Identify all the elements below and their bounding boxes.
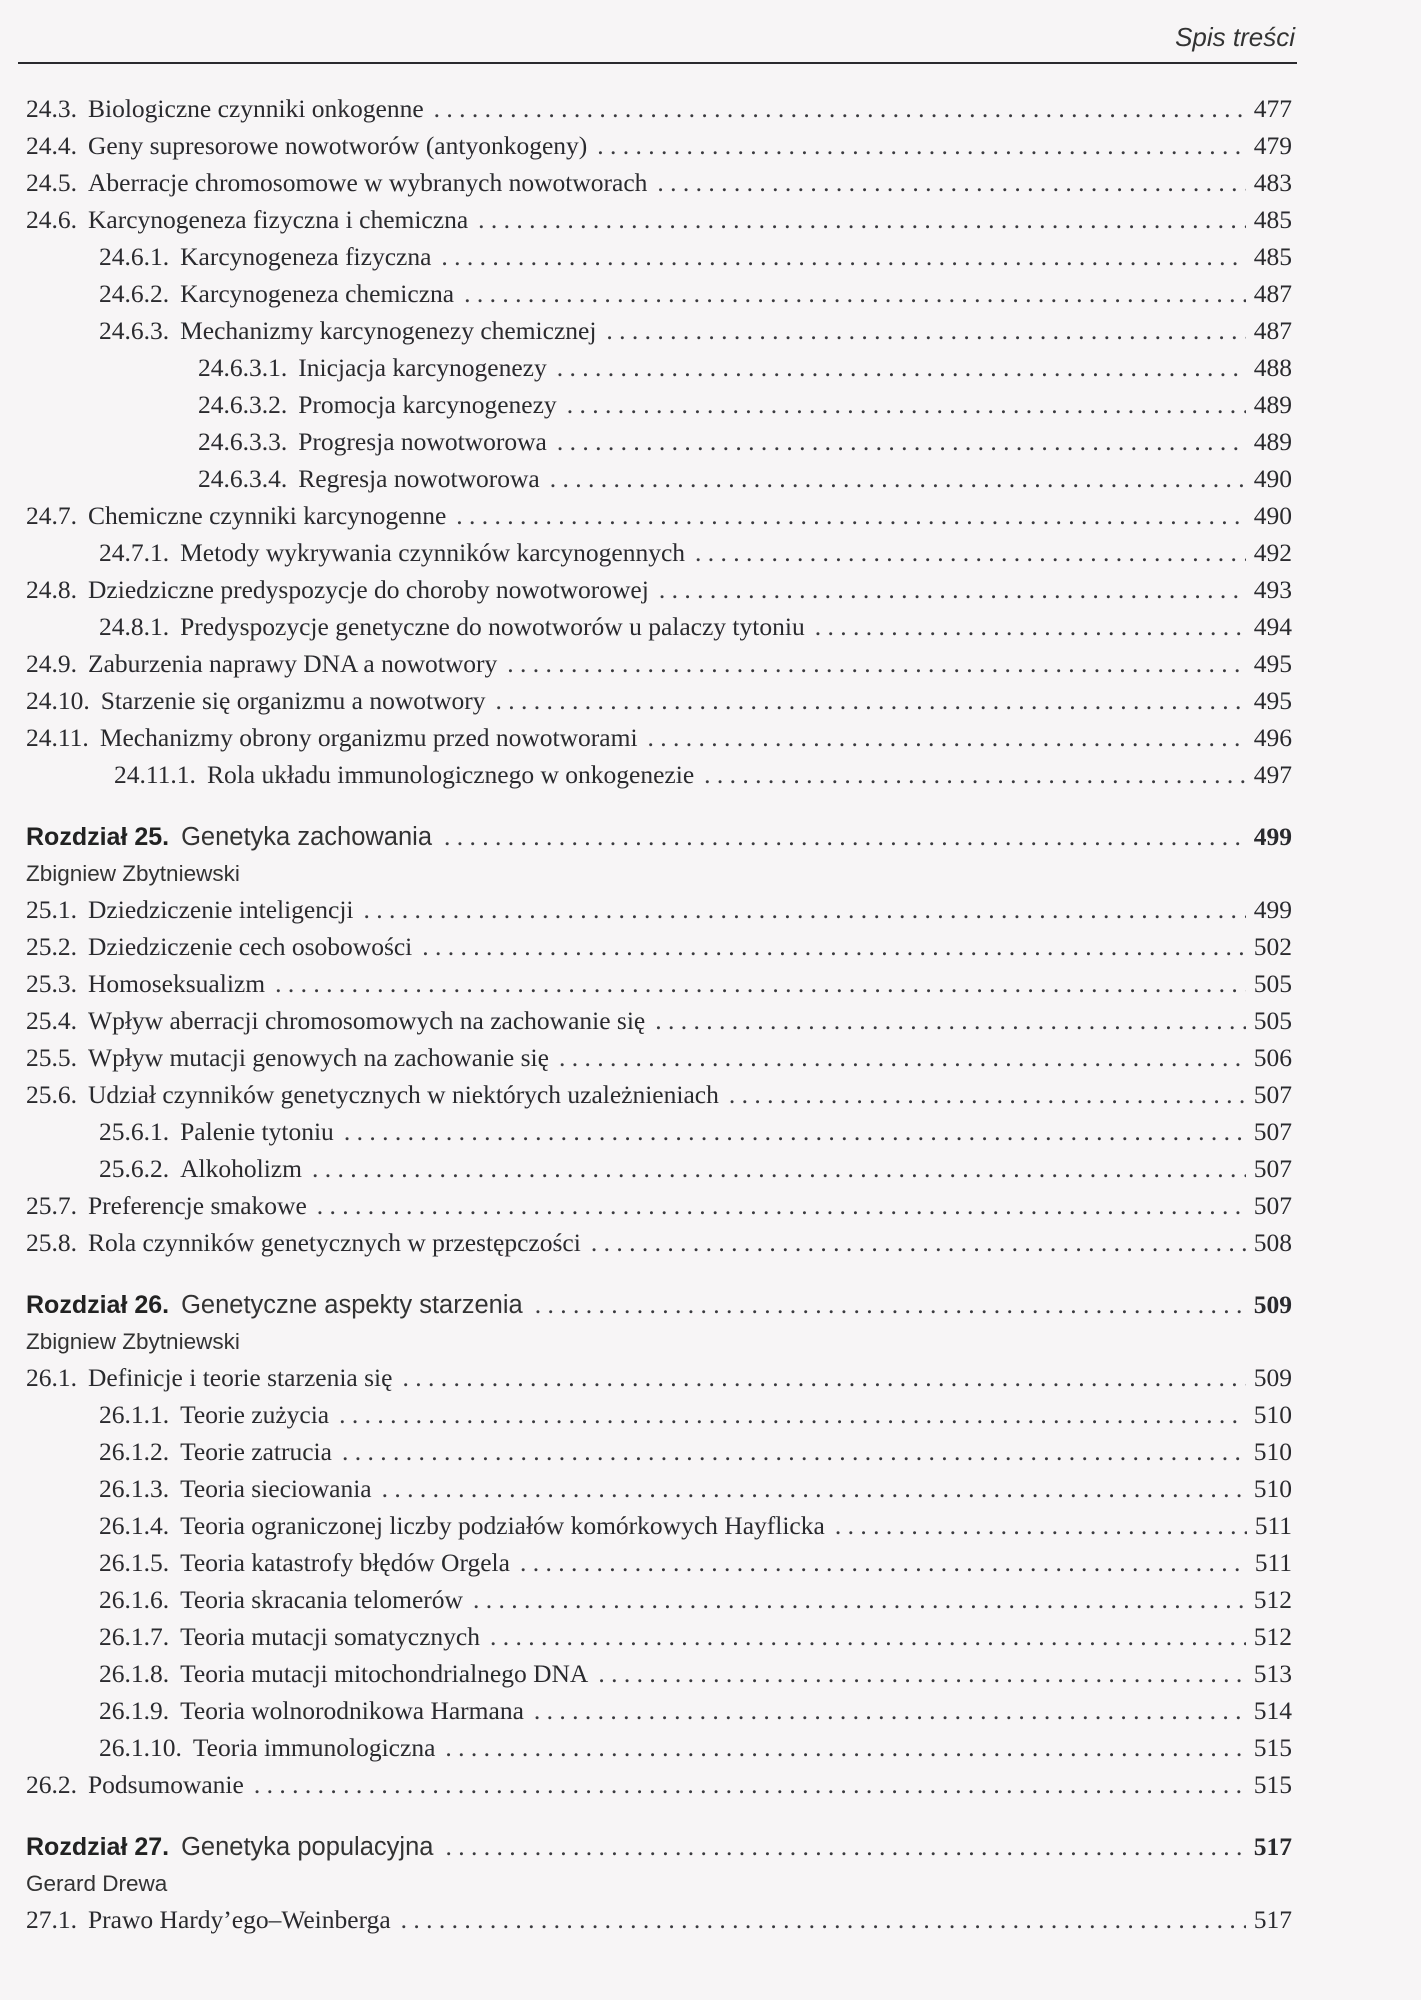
- entry-page-number: 507: [1253, 1191, 1292, 1220]
- dot-leader: [815, 608, 1246, 645]
- entry-title: Promocja karcynogenezy: [298, 390, 557, 419]
- toc-entry: [26, 349, 1292, 386]
- entry-page-number: 507: [1253, 1117, 1292, 1146]
- entry-number: 24.7.: [26, 501, 77, 530]
- entry-number: 24.6.1.: [99, 242, 170, 271]
- dot-leader: [659, 571, 1246, 608]
- chapter-author: Gerard Drewa: [26, 1871, 168, 1896]
- toc-entry: [26, 965, 1292, 1002]
- entry-page-number: 507: [1253, 1154, 1292, 1183]
- toc-entry: [26, 1113, 1292, 1150]
- dot-leader: [591, 1224, 1246, 1261]
- entry-page-number: 479: [1253, 131, 1292, 160]
- entry-title: Aberracje chromosomowe w wybranych nowotworach: [88, 168, 648, 197]
- toc-entry: [26, 238, 1292, 275]
- entry-page-number: 485: [1253, 242, 1292, 271]
- dot-leader: [312, 1150, 1246, 1187]
- entry-page-number: 515: [1253, 1733, 1292, 1762]
- entry-number: 24.6.3.: [99, 316, 170, 345]
- toc-entry: [26, 1581, 1292, 1618]
- toc-entry: [26, 386, 1292, 423]
- entry-page-number: 494: [1253, 612, 1292, 641]
- entry-number: 25.2.: [26, 932, 77, 961]
- entry-number: 24.6.2.: [99, 279, 170, 308]
- toc-entry: [26, 682, 1292, 719]
- toc-entry: [26, 1187, 1292, 1224]
- entry-number: 26.1.7.: [99, 1622, 170, 1651]
- toc-entry: [26, 608, 1292, 645]
- entry-number: 24.10.: [26, 686, 90, 715]
- dot-leader: [534, 1692, 1246, 1729]
- entry-number: 26.1.2.: [99, 1437, 170, 1466]
- dot-leader: [496, 682, 1246, 719]
- entry-page-number: 496: [1253, 723, 1292, 752]
- dot-leader: [597, 127, 1245, 164]
- toc-entry: [26, 1359, 1292, 1396]
- entry-title: Podsumowanie: [88, 1770, 244, 1799]
- toc-entry: [26, 1544, 1292, 1581]
- entry-number: 25.1.: [26, 895, 77, 924]
- toc-entry: [26, 1692, 1292, 1729]
- entry-page-number: 510: [1253, 1474, 1292, 1503]
- entry-title: Regresja nowotworowa: [298, 464, 540, 493]
- dot-leader: [382, 1470, 1246, 1507]
- toc-entry: [26, 423, 1292, 460]
- entry-page-number: 487: [1253, 279, 1292, 308]
- entry-number: 24.6.3.4.: [198, 464, 288, 493]
- entry-page-number: 510: [1253, 1400, 1292, 1429]
- entry-title: Teoria immunologiczna: [192, 1733, 436, 1762]
- dot-leader: [606, 312, 1245, 349]
- entry-number: 25.5.: [26, 1043, 77, 1072]
- entry-number: 24.6.: [26, 205, 77, 234]
- entry-title: Starzenie się organizmu a nowotwory: [100, 686, 486, 715]
- entry-number: 25.4.: [26, 1006, 77, 1035]
- toc-entry: [26, 1507, 1292, 1544]
- chapter-label: Rozdział 27.: [26, 1833, 170, 1861]
- dot-leader: [704, 756, 1246, 793]
- chapter-heading: [26, 1827, 1292, 1867]
- chapter-page-number: 517: [1253, 1832, 1292, 1861]
- dot-leader: [567, 386, 1246, 423]
- dot-leader: [445, 1729, 1245, 1766]
- toc-entry: [26, 127, 1292, 164]
- entry-title: Rola układu immunologicznego w onkogenezie: [206, 760, 695, 789]
- entry-page-number: 499: [1253, 895, 1292, 924]
- entry-number: 24.3.: [26, 94, 77, 123]
- toc-entry: [26, 645, 1292, 682]
- dot-leader: [559, 1039, 1246, 1076]
- entry-number: 26.1.5.: [99, 1548, 170, 1577]
- dot-leader: [535, 1285, 1246, 1325]
- entry-title: Palenie tytoniu: [180, 1117, 334, 1146]
- entry-number: 26.1.9.: [99, 1696, 170, 1725]
- entry-number: 25.7.: [26, 1191, 77, 1220]
- entry-page-number: 511: [1254, 1548, 1292, 1577]
- entry-number: 26.1.3.: [99, 1474, 170, 1503]
- entry-title: Predyspozycje genetyczne do nowotworów u palaczy tytoniu: [180, 612, 805, 641]
- dot-leader: [473, 1581, 1246, 1618]
- entry-number: 24.7.1.: [99, 538, 170, 567]
- entry-number: 24.6.3.2.: [198, 390, 288, 419]
- toc-entry: [26, 534, 1292, 571]
- dot-leader: [464, 275, 1246, 312]
- entry-title: Geny supresorowe nowotworów (antyonkogeny): [88, 131, 588, 160]
- toc-entry: [26, 1618, 1292, 1655]
- entry-title: Teoria skracania telomerów: [180, 1585, 463, 1614]
- entry-number: 24.6.3.3.: [198, 427, 288, 456]
- toc-entry: [26, 1655, 1292, 1692]
- entry-title: Alkoholizm: [180, 1154, 302, 1183]
- entry-number: 25.6.: [26, 1080, 77, 1109]
- table-of-contents: [26, 90, 1292, 1938]
- dot-leader: [434, 90, 1246, 127]
- entry-page-number: 507: [1253, 1080, 1292, 1109]
- toc-entry: [26, 164, 1292, 201]
- dot-leader: [648, 719, 1246, 756]
- toc-entry: [26, 1729, 1292, 1766]
- entry-title: Homoseksualizm: [88, 969, 266, 998]
- entry-title: Teorie zużycia: [180, 1400, 330, 1429]
- entry-page-number: 489: [1253, 427, 1292, 456]
- entry-number: 24.11.: [26, 723, 89, 752]
- header-rule: [18, 62, 1297, 64]
- dot-leader: [490, 1618, 1246, 1655]
- entry-title: Dziedziczne predyspozycje do choroby nowotworowej: [88, 575, 649, 604]
- toc-entry: [26, 571, 1292, 608]
- chapter-title: Genetyczne aspekty starzenia: [181, 1291, 523, 1319]
- dot-leader: [363, 891, 1245, 928]
- entry-title: Teoria ograniczonej liczby podziałów komórkowych Hayflicka: [180, 1511, 825, 1540]
- chapter-author: Zbigniew Zbytniewski: [26, 861, 240, 886]
- dot-leader: [478, 201, 1246, 238]
- toc-entry: [26, 1766, 1292, 1803]
- entry-title: Teoria mutacji somatycznych: [180, 1622, 480, 1651]
- entry-title: Teorie zatrucia: [180, 1437, 332, 1466]
- entry-title: Biologiczne czynniki onkogenne: [88, 94, 424, 123]
- entry-title: Karcynogeneza chemiczna: [180, 279, 455, 308]
- dot-leader: [456, 497, 1245, 534]
- entry-title: Inicjacja karcynogenezy: [298, 353, 547, 382]
- entry-page-number: 511: [1254, 1511, 1292, 1540]
- entry-title: Metody wykrywania czynników karcynogennych: [180, 538, 686, 567]
- entry-page-number: 512: [1253, 1585, 1292, 1614]
- entry-title: Wpływ aberracji chromosomowych na zachowanie się: [88, 1006, 646, 1035]
- running-header: Spis treści: [1175, 22, 1295, 52]
- dot-leader: [507, 645, 1245, 682]
- entry-title: Mechanizmy obrony organizmu przed nowotworami: [99, 723, 638, 752]
- dot-leader: [317, 1187, 1246, 1224]
- entry-title: Zaburzenia naprawy DNA a nowotwory: [88, 649, 498, 678]
- chapter-title: Genetyka populacyjna: [181, 1833, 434, 1861]
- entry-title: Karcynogeneza fizyczna: [180, 242, 432, 271]
- dot-leader: [520, 1544, 1247, 1581]
- dot-leader: [557, 423, 1246, 460]
- entry-page-number: 495: [1253, 649, 1292, 678]
- dot-leader: [695, 534, 1246, 571]
- dot-leader: [401, 1901, 1246, 1938]
- entry-title: Mechanizmy karcynogenezy chemicznej: [180, 316, 597, 345]
- entry-page-number: 487: [1253, 316, 1292, 345]
- chapter-label: Rozdział 26.: [26, 1291, 170, 1319]
- entry-page-number: 509: [1253, 1363, 1292, 1392]
- toc-entry: [26, 1901, 1292, 1938]
- dot-leader: [550, 460, 1246, 497]
- entry-page-number: 502: [1253, 932, 1292, 961]
- dot-leader: [275, 965, 1246, 1002]
- toc-entry: [26, 891, 1292, 928]
- toc-entry: [26, 1433, 1292, 1470]
- entry-title: Teoria mutacji mitochondrialnego DNA: [180, 1659, 589, 1688]
- toc-entry: [26, 928, 1292, 965]
- entry-page-number: 488: [1253, 353, 1292, 382]
- entry-title: Rola czynników genetycznych w przestępczości: [88, 1228, 581, 1257]
- entry-page-number: 497: [1253, 760, 1292, 789]
- entry-number: 26.1.4.: [99, 1511, 170, 1540]
- entry-number: 24.4.: [26, 131, 77, 160]
- entry-page-number: 493: [1253, 575, 1292, 604]
- dot-leader: [835, 1507, 1247, 1544]
- entry-title: Teoria sieciowania: [180, 1474, 372, 1503]
- chapter-page-number: 499: [1253, 822, 1292, 851]
- dot-leader: [344, 1113, 1246, 1150]
- entry-number: 24.11.1.: [114, 760, 196, 789]
- entry-page-number: 508: [1253, 1228, 1292, 1257]
- entry-page-number: 517: [1253, 1905, 1292, 1934]
- dot-leader: [557, 349, 1246, 386]
- entry-page-number: 506: [1253, 1043, 1292, 1072]
- toc-entry: [26, 201, 1292, 238]
- dot-leader: [254, 1766, 1246, 1803]
- chapter-label: Rozdział 25.: [26, 823, 170, 851]
- entry-page-number: 485: [1253, 205, 1292, 234]
- dot-leader: [655, 1002, 1246, 1039]
- entry-number: 26.1.1.: [99, 1400, 170, 1429]
- dot-leader: [422, 928, 1245, 965]
- toc-entry: [26, 497, 1292, 534]
- toc-entry: [26, 312, 1292, 349]
- entry-number: 25.8.: [26, 1228, 77, 1257]
- entry-number: 24.5.: [26, 168, 77, 197]
- toc-entry: [26, 1396, 1292, 1433]
- entry-number: 26.1.: [26, 1363, 77, 1392]
- entry-page-number: 510: [1253, 1437, 1292, 1466]
- entry-title: Wpływ mutacji genowych na zachowanie się: [88, 1043, 549, 1072]
- toc-entry: [26, 756, 1292, 793]
- entry-number: 24.8.1.: [99, 612, 170, 641]
- entry-number: 26.1.6.: [99, 1585, 170, 1614]
- entry-number: 25.6.1.: [99, 1117, 170, 1146]
- entry-title: Karcynogeneza fizyczna i chemiczna: [88, 205, 469, 234]
- dot-leader: [402, 1359, 1245, 1396]
- entry-title: Dziedziczenie cech osobowości: [88, 932, 413, 961]
- entry-number: 25.6.2.: [99, 1154, 170, 1183]
- entry-number: 26.1.10.: [99, 1733, 182, 1762]
- entry-page-number: 495: [1253, 686, 1292, 715]
- entry-page-number: 490: [1253, 464, 1292, 493]
- chapter-author: Zbigniew Zbytniewski: [26, 1329, 240, 1354]
- toc-entry: [26, 719, 1292, 756]
- dot-leader: [445, 1827, 1245, 1867]
- toc-entry: [26, 1039, 1292, 1076]
- entry-page-number: 490: [1253, 501, 1292, 530]
- dot-leader: [444, 817, 1246, 857]
- entry-page-number: 477: [1253, 94, 1292, 123]
- entry-title: Prawo Hardy’ego–Weinberga: [88, 1905, 391, 1934]
- entry-title: Preferencje smakowe: [88, 1191, 307, 1220]
- toc-entry: [26, 90, 1292, 127]
- entry-title: Teoria katastrofy błędów Orgela: [180, 1548, 510, 1577]
- chapter-heading: [26, 817, 1292, 857]
- entry-number: 24.8.: [26, 575, 77, 604]
- entry-title: Teoria wolnorodnikowa Harmana: [180, 1696, 524, 1725]
- entry-page-number: 505: [1253, 1006, 1292, 1035]
- entry-page-number: 489: [1253, 390, 1292, 419]
- toc-entry: [26, 1150, 1292, 1187]
- entry-page-number: 483: [1253, 168, 1292, 197]
- entry-number: 24.6.3.1.: [198, 353, 288, 382]
- chapter-heading: [26, 1285, 1292, 1325]
- entry-title: Definicje i teorie starzenia się: [88, 1363, 393, 1392]
- entry-page-number: 513: [1253, 1659, 1292, 1688]
- toc-entry: [26, 460, 1292, 497]
- entry-number: 26.2.: [26, 1770, 77, 1799]
- entry-number: 27.1.: [26, 1905, 77, 1934]
- entry-page-number: 514: [1253, 1696, 1292, 1725]
- dot-leader: [598, 1655, 1245, 1692]
- entry-number: 24.9.: [26, 649, 77, 678]
- toc-entry: [26, 1224, 1292, 1261]
- dot-leader: [729, 1076, 1246, 1113]
- entry-title: Dziedziczenie inteligencji: [88, 895, 354, 924]
- dot-leader: [441, 238, 1245, 275]
- toc-entry: [26, 275, 1292, 312]
- dot-leader: [342, 1433, 1246, 1470]
- toc-entry: [26, 1470, 1292, 1507]
- dot-leader: [657, 164, 1245, 201]
- chapter-page-number: 509: [1253, 1290, 1292, 1319]
- toc-entry: [26, 1002, 1292, 1039]
- entry-number: 25.3.: [26, 969, 77, 998]
- entry-page-number: 515: [1253, 1770, 1292, 1799]
- entry-title: Chemiczne czynniki karcynogenne: [88, 501, 447, 530]
- toc-entry: [26, 1076, 1292, 1113]
- dot-leader: [339, 1396, 1246, 1433]
- entry-number: 26.1.8.: [99, 1659, 170, 1688]
- entry-page-number: 492: [1253, 538, 1292, 567]
- entry-title: Udział czynników genetycznych w niektórych uzależnieniach: [88, 1080, 719, 1109]
- chapter-title: Genetyka zachowania: [181, 823, 432, 851]
- entry-page-number: 505: [1253, 969, 1292, 998]
- entry-page-number: 512: [1253, 1622, 1292, 1651]
- entry-title: Progresja nowotworowa: [298, 427, 547, 456]
